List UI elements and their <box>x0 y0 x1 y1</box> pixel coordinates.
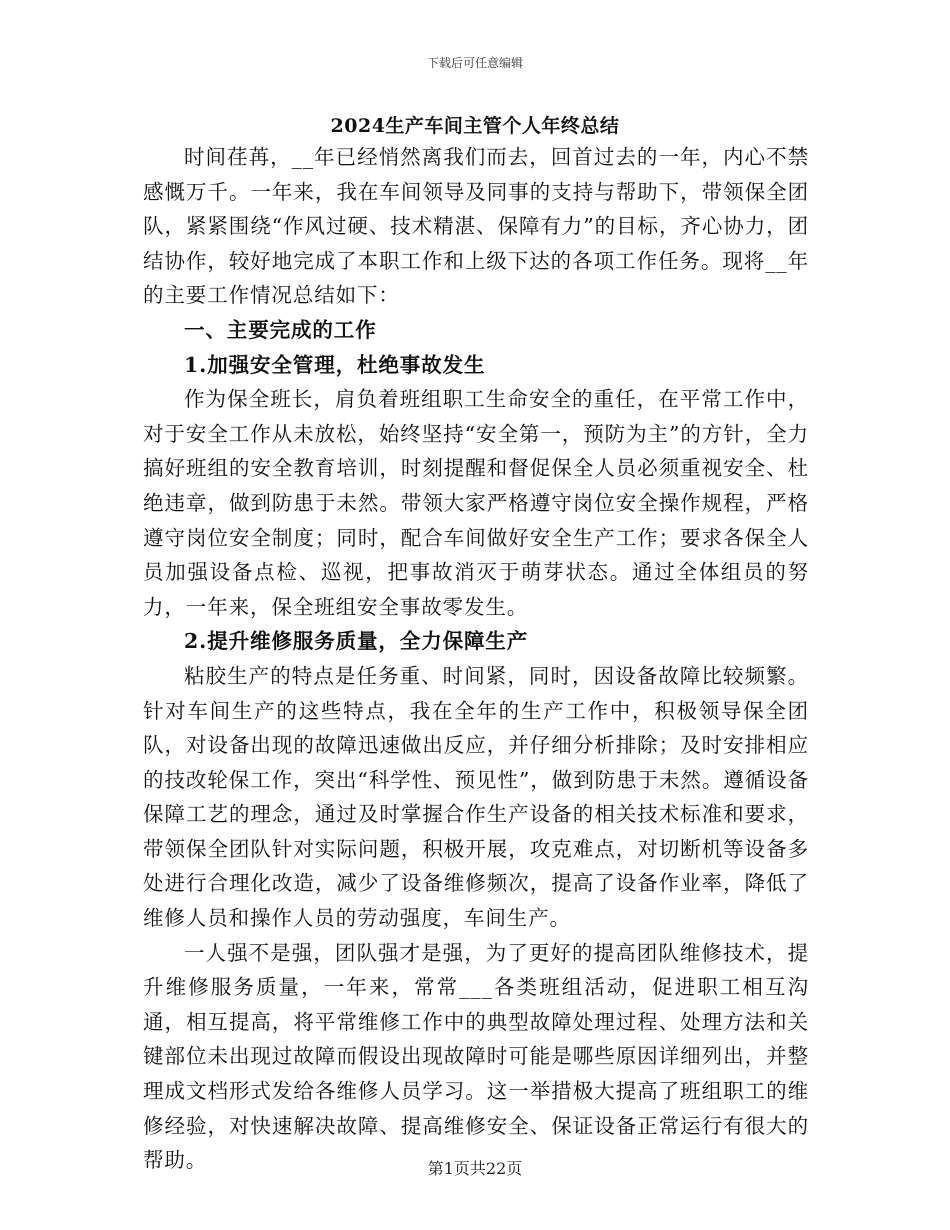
paragraph-intro: 时间荏苒，__年已经悄然离我们而去，回首过去的一年，内心不禁感慨万千。一年来，我在车间领导及同事的支持与帮助下，带领保全团队，紧紧围绕“作风过硬、技术精湛、保障有力”的目标，齐心协力，团结协作，较好地完成了本职工作和上级下达的各项工作任务。现将__年的主要工作情况总结如下： <box>143 145 809 308</box>
document-title: 2024生产车间主管个人年终总结 <box>330 115 620 137</box>
subsection-heading-maintenance: 2.提升维修服务质量，全力保障生产 <box>184 629 529 654</box>
paragraph-safety: 作为保全班长，肩负着班组职工生命安全的重任，在平常工作中，对于安全工作从未放松，始终坚持“安全第一，预防为主”的方针，全力搞好班组的安全教育培训，时刻提醒和督促保全人员必须重视安全、杜绝违章，做到防患于未然。带领大家严格遵守岗位安全操作规程，严格遵守岗位安全制度；同时，配合车间做好安全生产工作；要求各保全人员加强设备点检、巡视，把事故消灭于萌芽状态。通过全体组员的努力，一年来，保全班组安全事故零发生。 <box>143 387 809 619</box>
page-footer: 第1页共22页 <box>427 1159 523 1178</box>
section-heading: 一、主要完成的工作 <box>184 317 377 342</box>
page-header: 下载后可任意编辑 <box>426 56 523 70</box>
document-body <box>143 140 809 1178</box>
subsection-heading-safety: 1.加强安全管理，杜绝事故发生 <box>184 352 486 377</box>
paragraph-teamwork: 一人强不是强，团队强才是强，为了更好的提高团队维修技术，提升维修服务质量，一年来，常常___各类班组活动，促进职工相互沟通，相互提高，将平常维修工作中的典型故障处理过程、处理方法和关键部位未出现过故障而假设出现故障时可能是哪些原因详细列出，并整理成文档形式发给各维修人员学习。这一举措极大提高了班组职工的维修经验，对快速解决故障、提高维修安全、保证设备正常运行有很大的帮助。 <box>143 940 809 1173</box>
paragraph-maintenance: 粘胶生产的特点是任务重、时间紧，同时，因设备故障比较频繁。针对车间生产的这些特点，我在全年的生产工作中，积极领导保全团队，对设备出现的故障迅速做出反应，并仔细分析排除；及时安排相应的技改轮保工作，突出“科学性、预见性”，做到防患于未然。遵循设备保障工艺的理念，通过及时掌握合作生产设备的相关技术标准和要求，带领保全团队针对实际问题，积极开展，攻克难点，对切断机等设备多处进行合理化改造，减少了设备维修频次，提高了设备作业率，降低了维修人员和操作人员的劳动强度，车间生产。 <box>143 663 809 931</box>
